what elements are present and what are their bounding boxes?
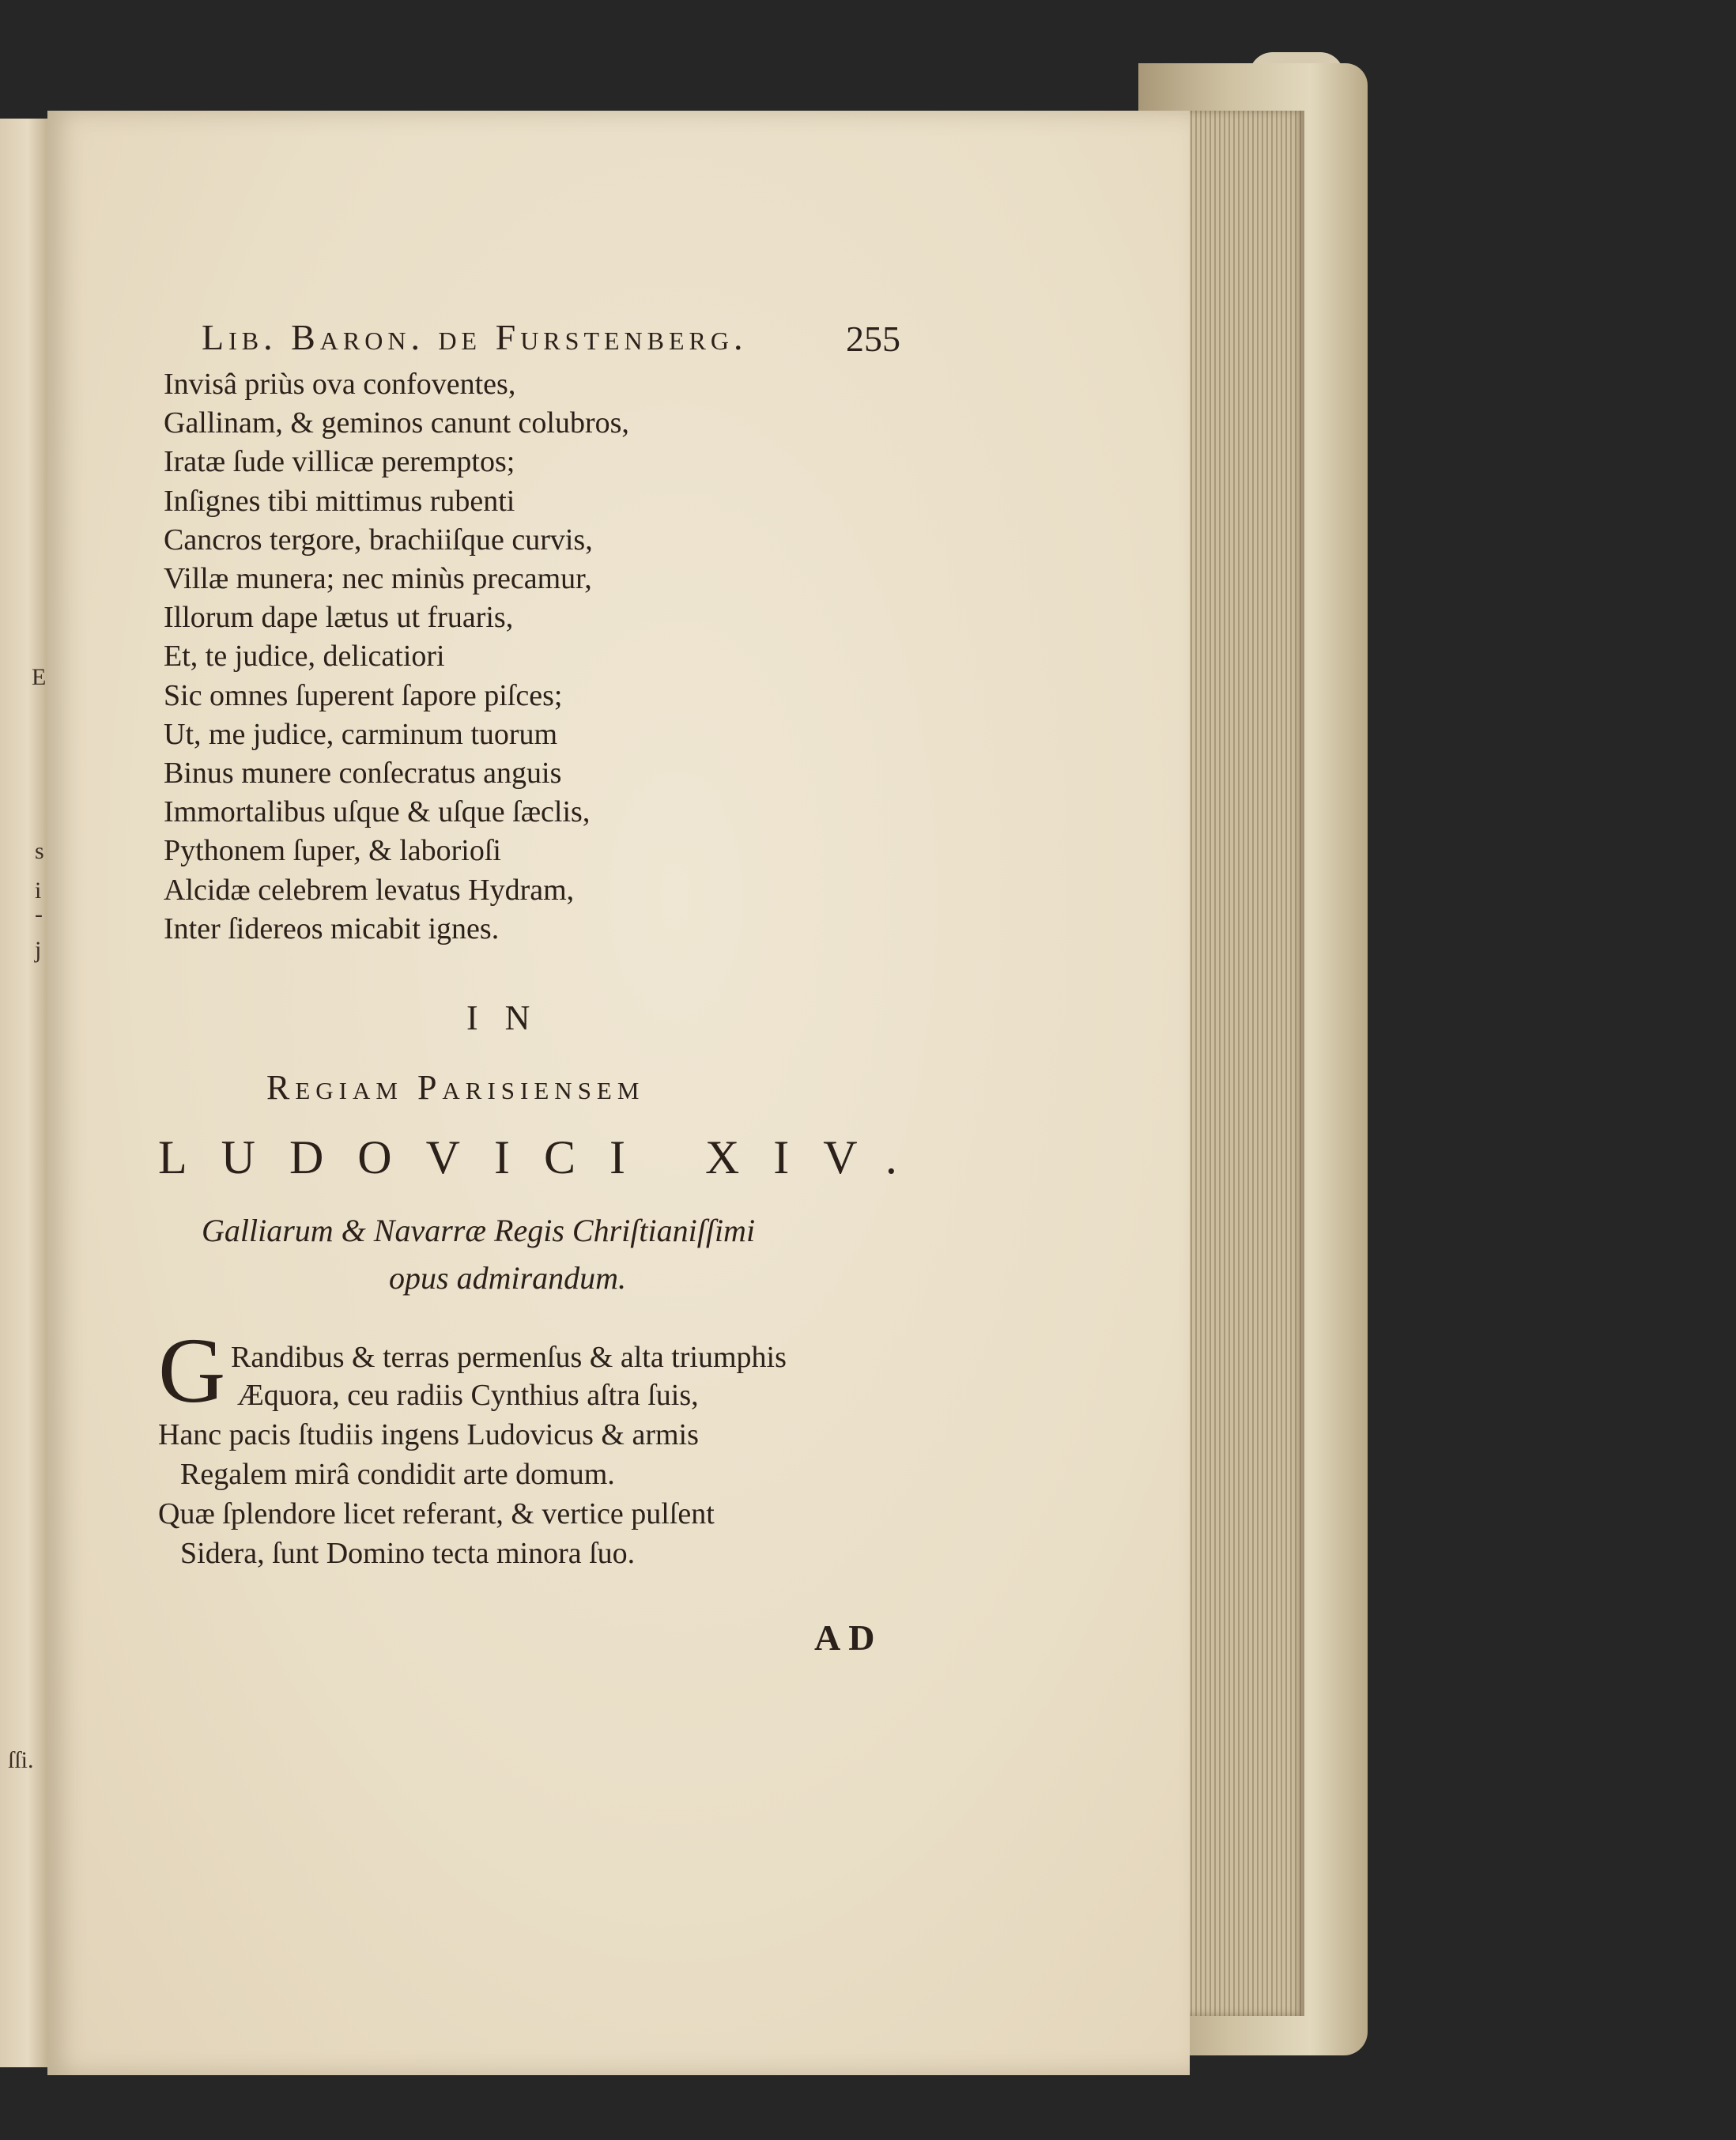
section-heading-in: IN bbox=[466, 998, 557, 1037]
verse-line: Inter ſidereos micabit ignes. bbox=[164, 911, 500, 945]
drop-cap: G bbox=[158, 1319, 226, 1422]
running-head: Lib. Baron. de Furstenberg. bbox=[202, 317, 748, 357]
poem-line: Quæ ſplendore licet referant, & vertice pulſent bbox=[158, 1497, 715, 1530]
poem-line: Regalem mirâ condidit arte domum. bbox=[180, 1458, 615, 1491]
left-page-fragment: E bbox=[32, 664, 47, 690]
section-heading-ludovici: LUDOVICI XIV. bbox=[158, 1131, 931, 1183]
left-page-fragment: s bbox=[35, 838, 44, 864]
verse-line: Ut, me judice, carminum tuorum bbox=[164, 717, 558, 751]
section-subtitle: opus admirandum. bbox=[389, 1260, 627, 1296]
page-edges bbox=[1178, 111, 1304, 2016]
page-number: 255 bbox=[846, 319, 900, 359]
left-page-fragment: ſſi. bbox=[8, 1747, 34, 1773]
verse-line: Immortalibus uſque & uſque ſæclis, bbox=[164, 795, 591, 829]
verse-line: Inſignes tibi mittimus rubenti bbox=[164, 484, 515, 518]
verse-line: Villæ munera; nec minùs precamur, bbox=[164, 562, 592, 596]
poem-line: Æquora, ceu radiis Cynthius aſtra ſuis, bbox=[237, 1379, 699, 1412]
verse-line: Binus munere conſecratus anguis bbox=[164, 757, 562, 791]
verse-line: Illorum dape lætus ut fruaris, bbox=[164, 601, 514, 635]
verse-block bbox=[164, 365, 629, 949]
poem-line: Sidera, ſunt Domino tecta minora ſuo. bbox=[180, 1537, 636, 1570]
verse-line: Cancros tergore, brachiiſque curvis, bbox=[164, 523, 593, 557]
catchword: AD bbox=[814, 1617, 883, 1658]
verse-line: Sic omnes ſuperent ſapore piſces; bbox=[164, 678, 563, 712]
poem-line: Randibus & terras permenſus & alta triumphis bbox=[231, 1341, 787, 1374]
section-heading-regiam: Regiam Parisiensem bbox=[266, 1068, 645, 1107]
left-page-fragment: j bbox=[35, 937, 42, 963]
verse-line: Et, te judice, delicatiori bbox=[164, 640, 445, 674]
section-subtitle: Galliarum & Navarræ Regis Chriſtianiſſimi bbox=[202, 1213, 756, 1248]
left-page-fragment: i bbox=[35, 878, 42, 904]
verse-line: Pythonem ſuper, & laborioſi bbox=[164, 834, 501, 868]
left-facing-page bbox=[0, 119, 51, 2067]
left-page-fragment: - bbox=[35, 901, 43, 927]
verse-line: Invisâ priùs ova confoventes, bbox=[164, 368, 516, 401]
verse-line: Iratæ ſude villicæ peremptos; bbox=[164, 445, 515, 479]
poem-line: Hanc pacis ſtudiis ingens Ludovicus & armis bbox=[158, 1418, 699, 1451]
verse-line: Alcidæ celebrem levatus Hydram, bbox=[164, 873, 575, 907]
verse-line: Gallinam, & geminos canunt colubros, bbox=[164, 406, 629, 440]
